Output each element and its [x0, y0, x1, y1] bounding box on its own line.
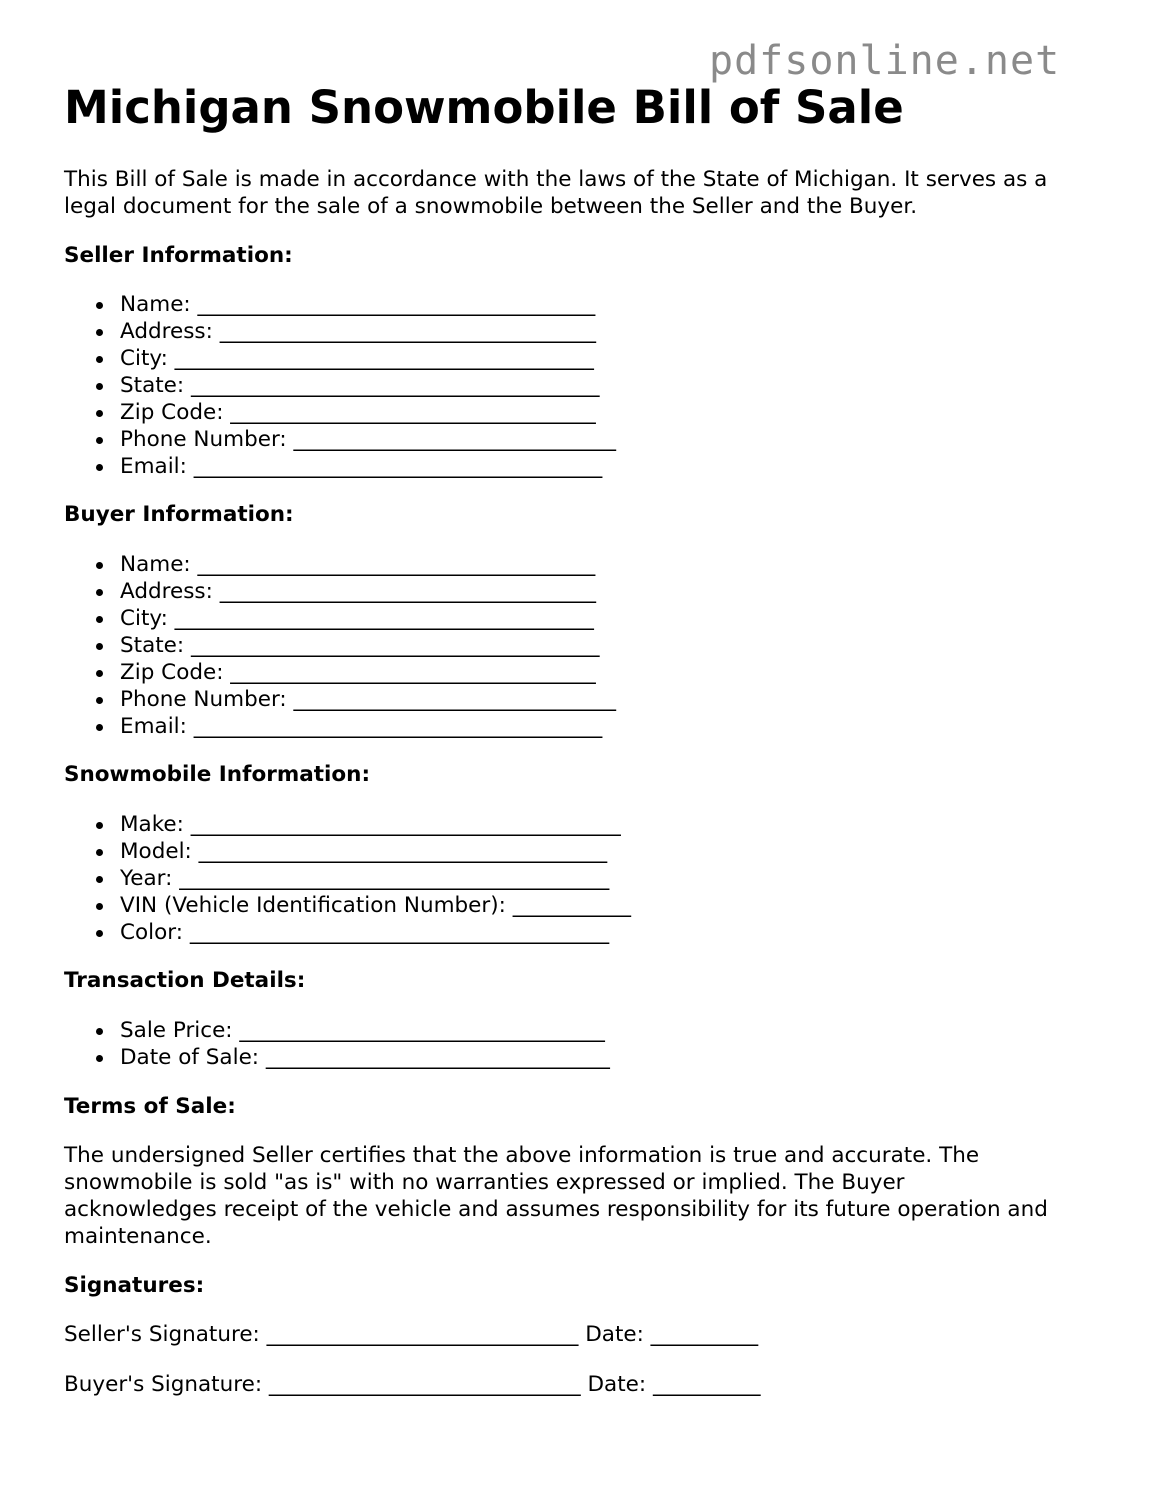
document-title: Michigan Snowmobile Bill of Sale — [64, 81, 904, 134]
snowmobile-year-field[interactable]: Year: ________________________________________ — [120, 865, 631, 892]
buyer-name-field[interactable]: Name: _____________________________________ — [120, 551, 616, 578]
seller-city-field[interactable]: City: _______________________________________ — [120, 345, 616, 372]
seller-signature-line[interactable]: Seller's Signature: _____________________________ Date: __________ — [64, 1322, 759, 1347]
snowmobile-make-field[interactable]: Make: ________________________________________ — [120, 811, 631, 838]
signatures-heading: Signatures: — [64, 1273, 205, 1298]
seller-heading: Seller Information: — [64, 243, 293, 268]
intro-paragraph: This Bill of Sale is made in accordance with the laws of the State of Michigan. It serves as a legal document for the sale of a snowmobile between the Seller and the Buyer. — [64, 167, 1048, 219]
buyer-phone-field[interactable]: Phone Number: ______________________________ — [120, 687, 617, 712]
snowmobile-model-field[interactable]: Model: ______________________________________ — [120, 838, 631, 865]
snowmobile-field-list — [64, 811, 631, 946]
date-of-sale-field[interactable]: Date of Sale: ________________________________ — [120, 1045, 610, 1070]
buyer-city-field[interactable]: City: _______________________________________ — [120, 605, 616, 632]
snowmobile-heading: Snowmobile Information: — [64, 762, 371, 787]
sale-price-field[interactable]: Sale Price: __________________________________ — [120, 1017, 610, 1044]
buyer-address-field[interactable]: Address: ___________________________________ — [120, 578, 616, 605]
snowmobile-color-field[interactable]: Color: _______________________________________ — [120, 919, 631, 946]
seller-name-field[interactable]: Name: _____________________________________ — [120, 291, 616, 318]
transaction-field-list — [64, 1017, 610, 1071]
seller-phone-field[interactable]: Phone Number: ______________________________ — [120, 427, 617, 452]
transaction-heading: Transaction Details: — [64, 968, 306, 993]
seller-state-field[interactable]: State: ______________________________________ — [120, 372, 616, 399]
terms-heading: Terms of Sale: — [64, 1094, 236, 1119]
buyer-signature-line[interactable]: Buyer's Signature: _____________________________ Date: __________ — [64, 1372, 761, 1397]
seller-address-field[interactable]: Address: ___________________________________ — [120, 318, 616, 345]
buyer-state-field[interactable]: State: ______________________________________ — [120, 632, 616, 659]
seller-zip-field[interactable]: Zip Code: __________________________________ — [120, 399, 616, 426]
buyer-field-list — [64, 551, 616, 740]
buyer-zip-field[interactable]: Zip Code: __________________________________ — [120, 659, 616, 686]
seller-email-field[interactable]: Email: ______________________________________ — [120, 453, 616, 480]
terms-paragraph: The undersigned Seller certifies that the above information is true and accurate. The snowmobile is sold "as is" with no warranties expressed or implied. The Buyer acknowledges receipt of the vehicle and assumes responsibility for its future operation and maintenance. — [64, 1143, 1048, 1249]
snowmobile-vin-field[interactable]: VIN (Vehicle Identification Number): ___________ — [120, 893, 631, 918]
watermark-logo: pdfsonline.net — [709, 38, 1061, 84]
buyer-email-field[interactable]: Email: ______________________________________ — [120, 713, 616, 740]
seller-field-list — [64, 291, 616, 480]
buyer-heading: Buyer Information: — [64, 502, 294, 527]
